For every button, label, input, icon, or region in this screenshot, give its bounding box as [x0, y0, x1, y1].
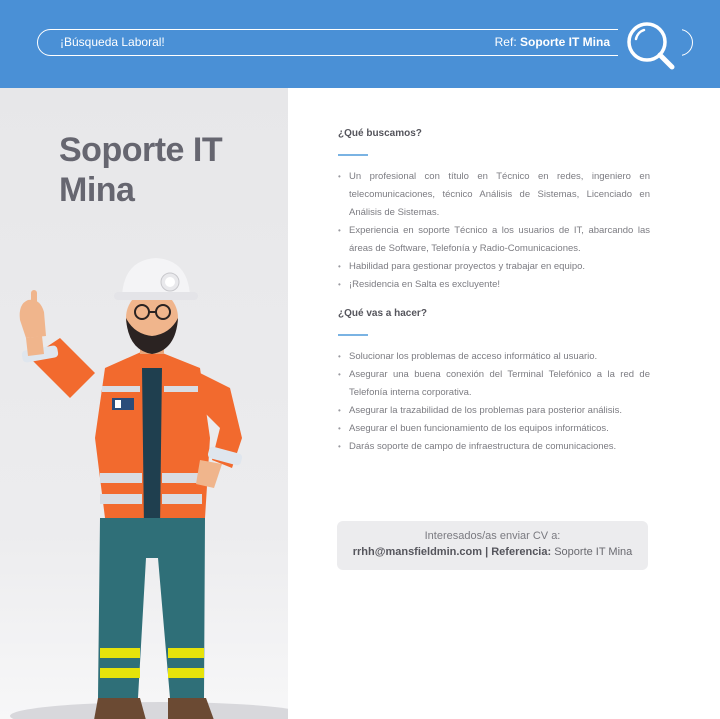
header-reference: [495, 35, 610, 49]
requirements-list: [338, 168, 650, 294]
contact-ref-label: Referencia:: [491, 546, 552, 558]
section-heading: ¿Qué buscamos?: [338, 128, 422, 139]
section-divider: [338, 154, 368, 156]
header-tagline: ¡Búsqueda Laboral!: [60, 35, 165, 49]
page-title: [59, 130, 279, 210]
job-details: [338, 128, 650, 456]
contact-email[interactable]: rrhh@mansfieldmin.com: [352, 546, 483, 558]
page-title-line-2: Mina: [59, 171, 135, 209]
section-what-we-look-for: [338, 128, 650, 294]
worker-illustration: [0, 238, 288, 719]
header-bar: [0, 0, 720, 88]
section-what-you-will-do: [338, 308, 650, 456]
list-item: • Solucionar los problemas de acceso informático al usuario.: [338, 348, 650, 366]
contact-details: [337, 546, 648, 558]
list-item: • Darás soporte de campo de infraestructura de comunicaciones.: [338, 438, 650, 456]
section-heading: ¿Qué vas a hacer?: [338, 308, 427, 319]
contact-separator: |: [485, 546, 489, 558]
header-ref-label: Ref:: [494, 35, 517, 49]
contact-ref-value: Soporte IT Mina: [554, 546, 633, 558]
magnifier-icon: [618, 16, 682, 72]
list-item: • ¡Residencia en Salta es excluyente!: [338, 276, 650, 294]
section-divider: [338, 334, 368, 336]
contact-box: [337, 521, 648, 570]
list-item: • Experiencia en soporte Técnico a los usuarios de IT, abarcando las áreas de Software, Telefonía y Radio-Comunicaciones.: [338, 222, 650, 258]
list-item: • Un profesional con título en Técnico en redes, ingeniero en telecomunicaciones, técnico Análisis de Sistemas, Licenciado en Análisis de Sistemas.: [338, 168, 650, 222]
tasks-list: [338, 348, 650, 456]
contact-intro: Interesados/as enviar CV a:: [424, 530, 561, 542]
list-item: • Asegurar una buena conexión del Terminal Telefónico a la red de Telefonía interna corporativa.: [338, 366, 650, 402]
page-title-line-1: Soporte IT: [59, 131, 223, 169]
header-pill: [37, 29, 693, 56]
list-item: • Habilidad para gestionar proyectos y trabajar en equipo.: [338, 258, 650, 276]
list-item: • Asegurar la trazabilidad de los problemas para posterior análisis.: [338, 402, 650, 420]
header-ref-value: Soporte IT Mina: [520, 35, 610, 49]
left-panel: [0, 88, 288, 719]
list-item: • Asegurar el buen funcionamiento de los equipos informáticos.: [338, 420, 650, 438]
